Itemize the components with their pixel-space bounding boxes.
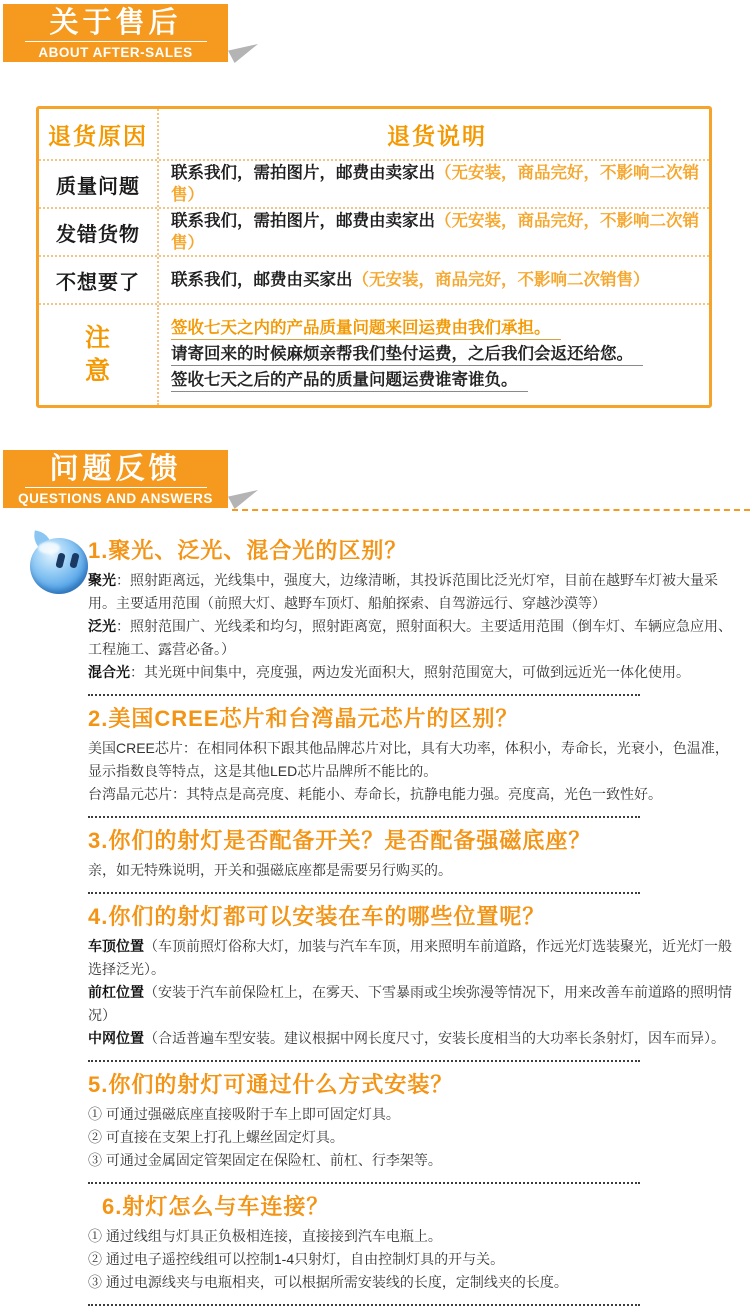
row-reason: 不想要了 bbox=[39, 257, 159, 303]
answer-line bbox=[88, 1248, 740, 1271]
returns-table bbox=[36, 106, 712, 408]
answer-line bbox=[88, 737, 740, 783]
header-desc: 退货说明 bbox=[387, 122, 487, 149]
dashed-separator bbox=[88, 1182, 640, 1184]
row-desc-orange: （无安装，商品完好，不影响二次销售） bbox=[171, 164, 699, 204]
qa-title: 问题反馈 bbox=[49, 453, 182, 485]
answer-line bbox=[88, 1225, 740, 1248]
dashed-separator bbox=[88, 694, 640, 696]
row-reason: 发错货物 bbox=[39, 209, 159, 255]
question-heading: 6.射灯怎么与车连接？ bbox=[102, 1194, 330, 1219]
table-row bbox=[39, 159, 709, 207]
table-header-row bbox=[39, 109, 709, 159]
row-desc-orange: （无安装，商品完好，不影响二次销售） bbox=[352, 271, 650, 289]
question-heading: 3.你们的射灯是否配备开关？是否配备强磁底座？ bbox=[88, 828, 592, 853]
answer-text: 美国CREE芯片：在相同体积下跟其他品牌芯片对比，具有大功率，体积小，寿命长，光衰小，色温准，显示指数良等特点，这是其他LED芯片品牌所不能比的。 bbox=[88, 740, 729, 779]
question-heading: 1.聚光、泛光、混合光的区别？ bbox=[88, 538, 408, 563]
answer-text: （合适普遍车型安装。建议根据中网长度尺寸，安装长度相当的大功率长条射灯，因车而异）。 bbox=[144, 1030, 725, 1046]
answer-text: ① 通过线组与灯具正负极相连接，直接接到汽车电瓶上。 bbox=[88, 1228, 442, 1244]
question-heading: 2.美国CREE芯片和台湾晶元芯片的区别？ bbox=[88, 706, 519, 731]
note-line-text: 签收七天之后的产品的质量问题运费谁寄谁负。 bbox=[171, 371, 528, 392]
answer-label: 前杠位置 bbox=[88, 984, 144, 1000]
table-row bbox=[39, 255, 709, 303]
banner-divider-line bbox=[25, 41, 207, 42]
note-label bbox=[39, 305, 159, 405]
answer-line bbox=[88, 1271, 740, 1294]
note-line bbox=[171, 318, 703, 338]
answer-line bbox=[88, 935, 740, 981]
answer-text: ：照射距离远，光线集中，强度大，边缘清晰，其投诉范围比泛光灯窄，目前在越野车灯被大量采用。主要适用范围（前照大灯、越野车顶灯、船舶探索、自驾游远行、穿越沙漠等） bbox=[88, 572, 718, 611]
answer-line bbox=[88, 859, 740, 882]
qa-subtitle: QUESTIONS AND ANSWERS bbox=[18, 491, 213, 506]
answer-line bbox=[88, 569, 740, 615]
ribbon-fold bbox=[228, 44, 258, 63]
after-sales-subtitle: ABOUT AFTER-SALES bbox=[38, 45, 193, 60]
question-heading: 5.你们的射灯可通过什么方式安装？ bbox=[88, 1072, 454, 1097]
row-desc-black: 联系我们，需拍图片，邮费由卖家出 bbox=[171, 164, 435, 182]
answer-text: 亲，如无特殊说明，开关和强磁底座都是需要另行购买的。 bbox=[88, 862, 452, 878]
note-lines bbox=[159, 305, 709, 405]
row-desc-orange: （无安装，商品完好，不影响二次销售） bbox=[171, 212, 699, 252]
ribbon-fold bbox=[228, 490, 258, 509]
qa-banner bbox=[3, 450, 228, 508]
after-sales-banner bbox=[3, 4, 228, 62]
note-line-text: 请寄回来的时候麻烦亲帮我们垫付运费，之后我们会返还给您。 bbox=[171, 345, 643, 366]
row-desc bbox=[159, 209, 709, 255]
row-reason: 质量问题 bbox=[39, 161, 159, 207]
answer-text: ③ 通过电源线夹与电瓶相夹，可以根据所需安装线的长度，定制线夹的长度。 bbox=[88, 1274, 568, 1290]
answer-text: 台湾晶元芯片：其特点是高亮度、耗能小、寿命长，抗静电能力强。亮度高，光色一致性好。 bbox=[88, 786, 662, 802]
note-line bbox=[171, 370, 703, 390]
dashed-separator bbox=[88, 816, 640, 818]
answer-text: ② 通过电子遥控线组可以控制1-4只射灯，自由控制灯具的开与关。 bbox=[88, 1251, 505, 1267]
dashed-separator bbox=[88, 1304, 640, 1306]
chat-mascot-icon bbox=[30, 532, 92, 596]
mascot-shine bbox=[38, 542, 60, 554]
answer-line bbox=[88, 783, 740, 806]
answer-line bbox=[88, 1103, 740, 1126]
answer-text: ：照射范围广、光线柔和均匀，照射距离宽，照射面积大。主要适用范围（倒车灯、车辆应急应用、工程施工、露营必备。） bbox=[88, 618, 732, 657]
answer-label: 车顶位置 bbox=[88, 938, 144, 954]
answer-label: 泛光 bbox=[88, 618, 116, 634]
answer-line bbox=[88, 1149, 740, 1172]
question-heading: 4.你们的射灯都可以安装在车的哪些位置呢？ bbox=[88, 904, 546, 929]
answer-label: 混合光 bbox=[88, 664, 130, 680]
note-label-char: 意 bbox=[84, 357, 111, 385]
answer-text: （安装于汽车前保险杠上，在雾天、下雪暴雨或尘埃弥漫等情况下，用来改善车前道路的照明情况） bbox=[88, 984, 732, 1023]
answer-text: ① 可通过强磁底座直接吸附于车上即可固定灯具。 bbox=[88, 1106, 400, 1122]
row-desc-black: 联系我们，需拍图片，邮费由卖家出 bbox=[171, 212, 435, 230]
dashed-separator bbox=[88, 1060, 640, 1062]
table-row bbox=[39, 207, 709, 255]
answer-text: （车顶前照灯俗称大灯，加装与汽车车顶，用来照明车前道路，作远光灯选装聚光，近光灯一般选择泛光）。 bbox=[88, 938, 732, 977]
row-desc bbox=[159, 257, 709, 303]
after-sales-title: 关于售后 bbox=[49, 7, 182, 39]
answer-line bbox=[88, 615, 740, 661]
dashed-separator bbox=[88, 892, 640, 894]
answer-text: ：其光斑中间集中，亮度强，两边发光面积大，照射范围宽大，可做到远近光一体化使用。 bbox=[130, 664, 690, 680]
answer-label: 聚光 bbox=[88, 572, 116, 588]
header-reason: 退货原因 bbox=[39, 109, 159, 159]
answer-line bbox=[88, 981, 740, 1027]
answer-text: ② 可直接在支架上打孔上螺丝固定灯具。 bbox=[88, 1129, 344, 1145]
answer-line bbox=[88, 1027, 740, 1050]
answer-text: ③ 可通过金属固定管架固定在保险杠、前杠、行李架等。 bbox=[88, 1152, 442, 1168]
note-line-text: 签收七天之内的产品质量问题来回运费由我们承担。 bbox=[171, 319, 561, 340]
table-note-row bbox=[39, 303, 709, 405]
row-desc bbox=[159, 161, 709, 207]
banner-divider-line bbox=[25, 487, 207, 488]
note-label-char: 注 bbox=[84, 324, 111, 352]
note-line bbox=[171, 344, 703, 364]
answer-line bbox=[88, 661, 740, 684]
qa-list bbox=[88, 530, 740, 1316]
row-desc-black: 联系我们，邮费由买家出 bbox=[171, 271, 353, 289]
answer-line bbox=[88, 1126, 740, 1149]
answer-label: 中网位置 bbox=[88, 1030, 144, 1046]
orange-dashed-line bbox=[232, 509, 750, 511]
